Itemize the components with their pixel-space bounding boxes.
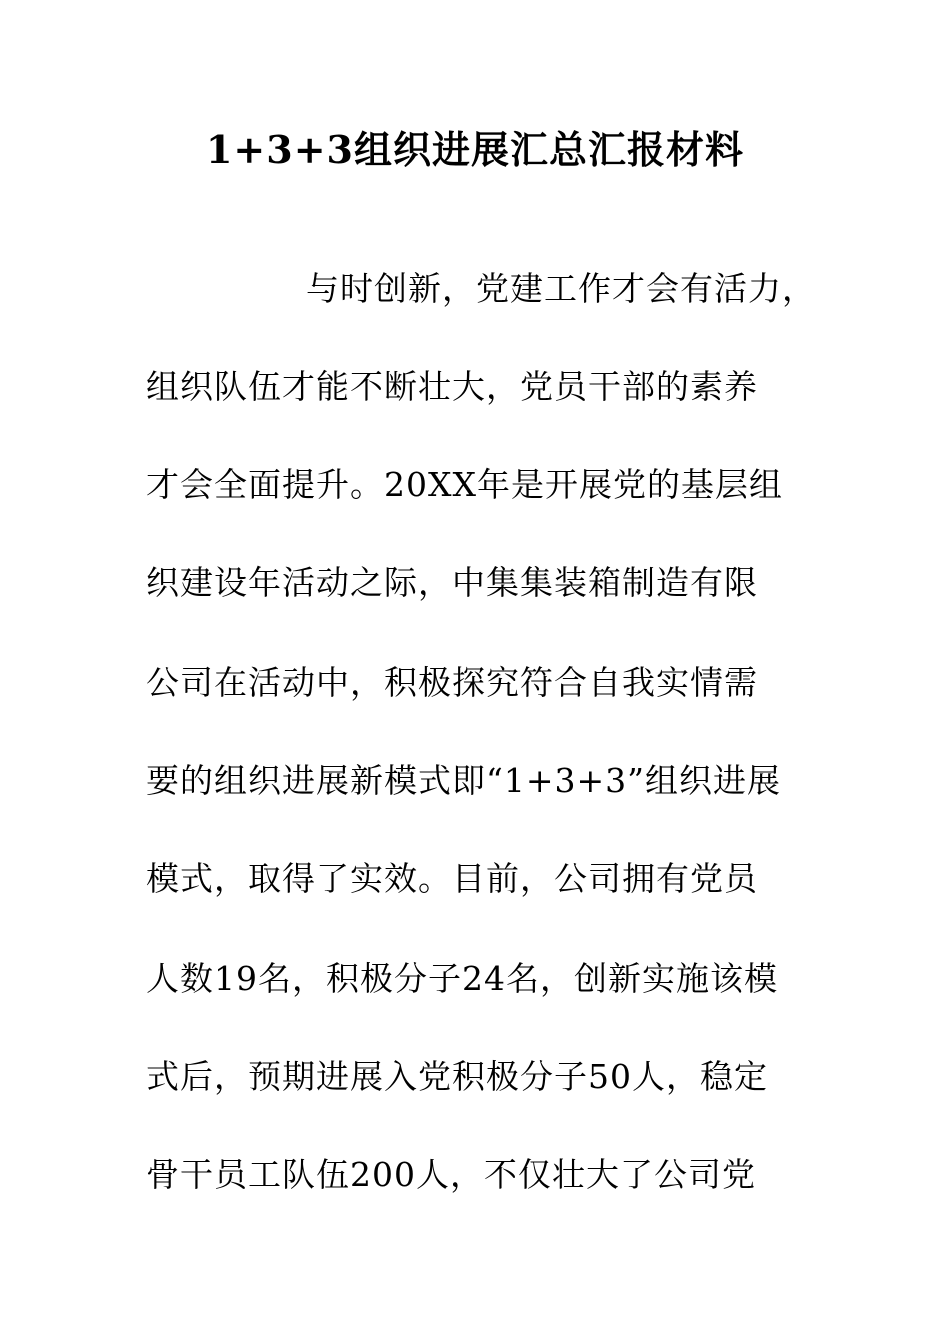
body-line-7: 模式，取得了实效。目前，公司拥有党员 [146, 859, 758, 898]
body-line-3: 才会全面提升。20XX年是开展党的基层组 [146, 465, 783, 504]
body-line-1: 与时创新，党建工作才会有活力， [306, 269, 816, 308]
body-line-10: 骨干员工队伍200人，不仅壮大了公司党 [146, 1155, 756, 1194]
body-line-9: 式后，预期进展入党积极分子50人，稳定 [146, 1057, 768, 1096]
body-line-4: 织建设年活动之际，中集集装箱制造有限 [146, 563, 758, 602]
document-title: 1+3+3组织进展汇总汇报材料 [205, 127, 744, 172]
body-line-6: 要的组织进展新模式即“1+3+3”组织进展 [146, 761, 782, 800]
body-line-2: 组织队伍才能不断壮大，党员干部的素养 [146, 367, 758, 406]
body-line-8: 人数19名，积极分子24名，创新实施该模 [146, 959, 778, 998]
body-line-5: 公司在活动中，积极探究符合自我实情需 [146, 663, 758, 702]
